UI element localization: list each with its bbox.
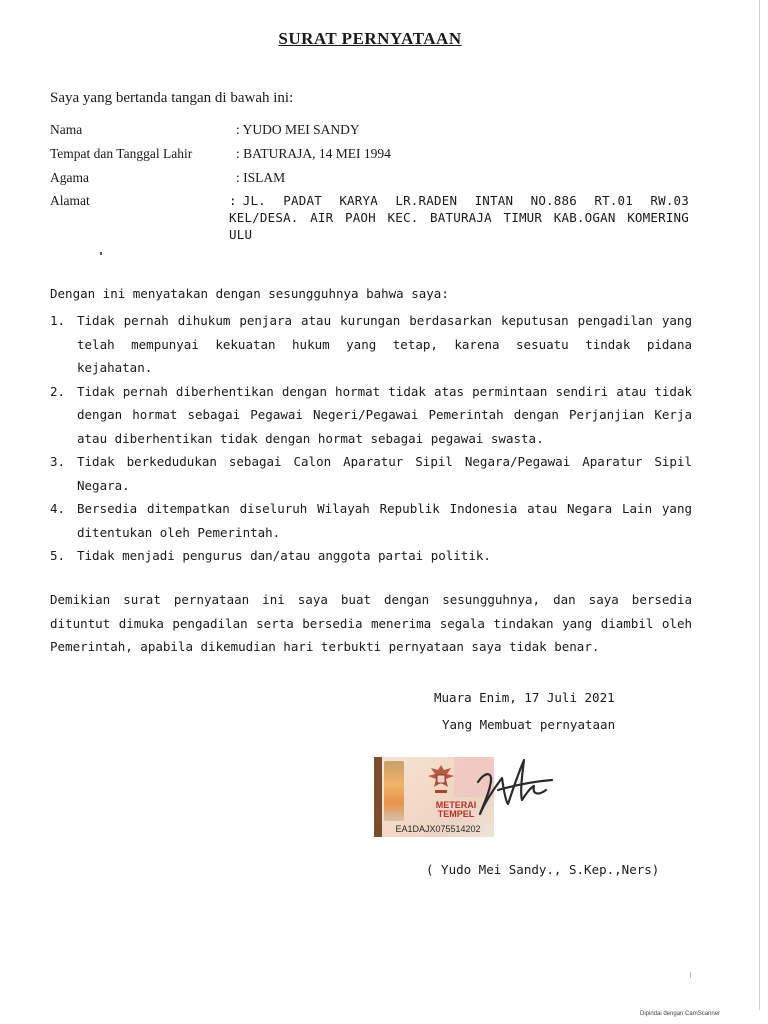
stamp-value-strip: [384, 761, 404, 821]
page-edge: [759, 0, 760, 1010]
garuda-emblem-icon: [426, 763, 456, 797]
address-colon: :: [229, 193, 237, 208]
signer-name: ( Yudo Mei Sandy., S.Kep.,Ners): [426, 862, 660, 877]
statement-text: Tidak berkedudukan sebagai Calon Aparatur Sipil Negara/Pegawai Aparatur Sipil Negara.: [77, 454, 692, 493]
statement-text: Tidak pernah dihukum penjara atau kurungan berdasarkan keputusan pengadilan yang telah mempunyai kekuatan hukum yang tetap, karena sesuatu tindak pidana kejahatan.: [77, 313, 692, 375]
identity-label: Tempat dan Tanggal Lahir: [50, 146, 193, 161]
scan-mark: [690, 972, 694, 978]
document-title: SURAT PERNYATAAN: [278, 29, 462, 48]
statement-number: 1.: [50, 313, 66, 328]
ink-speck: [100, 252, 102, 255]
statement-number: 5.: [50, 548, 66, 563]
statement-number: 2.: [50, 383, 66, 399]
address-value: [229, 192, 689, 243]
stamp-serial: EA1DAJX075514202: [395, 824, 481, 834]
identity-label: Agama: [50, 170, 89, 185]
statement-text: Tidak menjadi pengurus dan/atau anggota partai politik.: [77, 548, 491, 563]
statement-item: [50, 497, 692, 544]
identity-label: Alamat: [50, 193, 90, 208]
statement-text: Tidak pernah diberhentikan dengan hormat tidak atas permintaan sendiri atau tidak dengan hormat sebagai Pegawai Negeri/Pegawai Pemerintah dengan Perjanjian Kerja atau diberhentikan tidak dengan hormat sebagai pegawai swasta.: [77, 383, 692, 446]
place-date: Muara Enim, 17 Juli 2021: [434, 690, 615, 705]
identity-label: Nama: [50, 122, 83, 137]
statement-text: Bersedia ditempatkan diseluruh Wilayah Republik Indonesia atau Negara Lain yang ditentukan oleh Pemerintah.: [77, 501, 692, 540]
statement-number: 4.: [50, 501, 66, 516]
intro-text: Saya yang bertanda tangan di bawah ini:: [50, 90, 294, 106]
closing-paragraph: Demikian surat pernyataan ini saya buat dengan sesungguhnya, dan saya bersedia dituntut dimuka pengadilan serta bersedia menerima segala tindakan yang diambil oleh Pemerintah, apabila dikemudian hari terbukti pernyataan saya tidak benar.: [50, 592, 692, 654]
address-text: JL. PADAT KARYA LR.RADEN INTAN NO.886 RT.01 RW.03 KEL/DESA. AIR PAOH KEC. BATURAJA TIMUR KAB.OGAN KOMERING ULU: [229, 193, 689, 242]
stamp-label-line: TEMPEL: [437, 809, 475, 819]
statement-item: [50, 380, 692, 451]
statement-item: [50, 309, 692, 380]
identity-value: : BATURAJA, 14 MEI 1994: [236, 146, 391, 161]
statement-item: [50, 544, 692, 568]
scanner-watermark: Dipindai dengan CamScanner: [640, 1011, 721, 1017]
signer-title: Yang Membuat pernyataan: [442, 717, 616, 732]
identity-value: : YUDO MEI SANDY: [236, 122, 360, 137]
stamp-label-line: METERAI: [435, 800, 477, 810]
statement-item: [50, 450, 692, 497]
statement-list: [50, 309, 692, 568]
identity-value: : ISLAM: [236, 170, 286, 185]
handwritten-signature: [468, 752, 558, 822]
declaration-intro: Dengan ini menyatakan dengan sesungguhnya bahwa saya:: [50, 286, 449, 301]
statement-number: 3.: [50, 454, 66, 469]
